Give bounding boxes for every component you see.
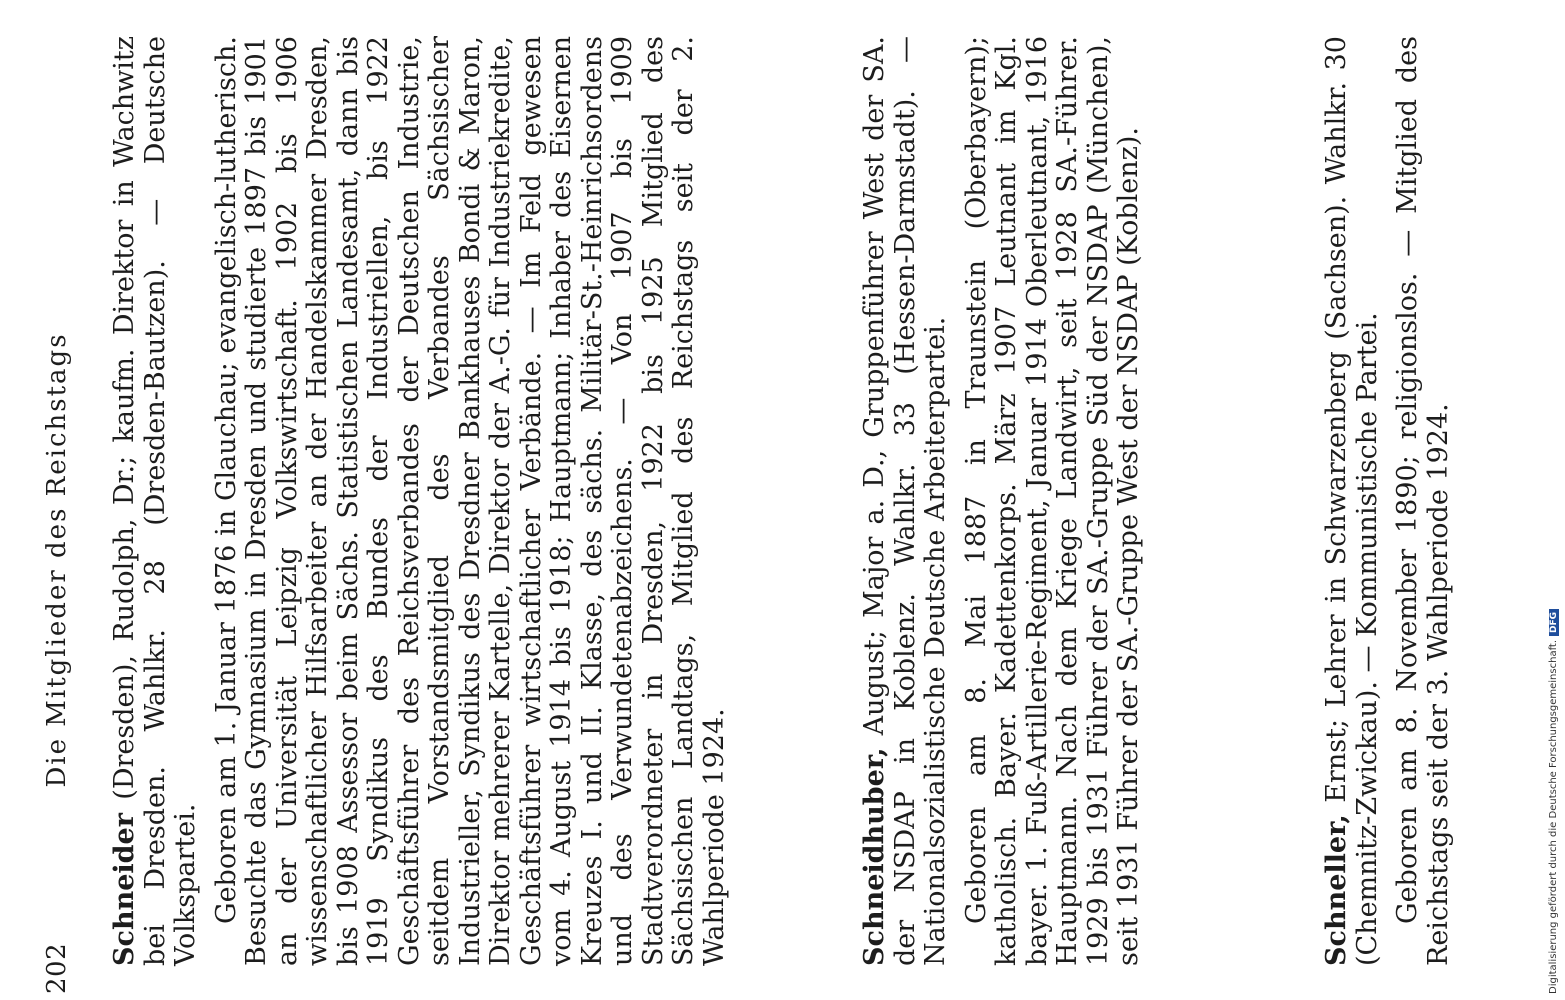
member-details: Ernst; Lehrer in Schwarzenberg (Sachsen). Wahlkr. 30 (Chemnitz-Zwickau). — Kommunistische Partei. (1321, 36, 1383, 966)
biography-entry (860, 36, 1145, 966)
member-name: Schneidhuber, (859, 747, 890, 966)
entry-heading (860, 36, 952, 966)
member-name: Schneider (109, 813, 140, 966)
member-biography: Geboren am 8. November 1890; religionslos. — Mitglied des Reichstags seit der 3. Wahlperiode 1924. (1392, 36, 1454, 966)
member-biography: Geboren am 8. Mai 1887 in Traunstein (Oberbayern); katholisch. Bayer. Kadettenkorps. März 1907 Leutnant im Kgl. bayer. 1. Fuß-Artillerie-Regiment, Januar 1914 Oberleutnant, 1916 Hauptmann. Nach dem Kriege Landwirt, seit 1928 SA.-Führer. 1929 bis 1931 Führer der SA.-Gruppe Süd der NSDAP (München), seit 1931 Führer der SA.-Gruppe West der NSDAP (Koblenz). (960, 36, 1144, 966)
digitization-text: Digitalisierung gefördert durch die Deutsche Forschungsgemeinschaft. (1548, 639, 1559, 994)
running-title: Die Mitglieder des Reichstags (42, 332, 72, 788)
entry-heading (110, 36, 202, 966)
entry-heading (1322, 36, 1383, 966)
page-number: 202 (42, 942, 72, 994)
member-biography: Geboren am 1. Januar 1876 in Glauchau; evangelisch-lutherisch. Besuchte das Gymnasium in Dresden und studierte 1897 bis 1901 an der Universität Leipzig Volkswirtschaft. 1902 bis 1906 wissenschaftlicher Hilfsarbeiter an der Handelskammer Dresden, bis 1908 Assessor beim Sächs. Statistischen Landesamt, dann bis 1919 Syndikus des Bundes der Industriellen, bis 1922 Geschäftsführer des Reichsverbandes der Deutschen Industrie, seitdem Vorstandsmitglied des Verbandes Sächsischer Industrieller, Syndikus des Dresdner Bankhauses Bondi & Maron, Direktor mehrerer Kartelle, Direktor der A.-G. für Industriekredite, Geschäftsführer wirtschaftlicher Verbände. — Im Feld gewesen vom 4. August 1914 bis 1918; Hauptmann; Inhaber des Eisernen Kreuzes I. und II. Klasse, des sächs. Militär-St.-Heinrichsordens und des Verwundetenabzeichens. — Von 1907 bis 1909 Stadtverordneter in Dresden, 1922 bis 1925 Mitglied des Sächsischen Landtags, Mitglied des Reichstags seit der 2. Wahlperiode 1924. (210, 36, 730, 966)
biography-entry (1322, 36, 1454, 966)
member-details: August; Major a. D., Gruppenführer West der SA. der NSDAP in Koblenz. Wahlkr. 33 (Hessen-Darmstadt). — Nationalsozialistische Deutsche Arbeiterpartei. (859, 36, 951, 966)
member-name: Schneller, (1321, 814, 1352, 966)
biography-entry (110, 36, 730, 966)
member-details: (Dresden), Rudolph, Dr.; kaufm. Direktor in Wachwitz bei Dresden. Wahlkr. 28 (Dresden-Bautzen). — Deutsche Volkspartei. (109, 36, 201, 966)
digitization-note (1548, 4, 1559, 994)
dfg-logo-icon: DFG (1549, 609, 1559, 636)
